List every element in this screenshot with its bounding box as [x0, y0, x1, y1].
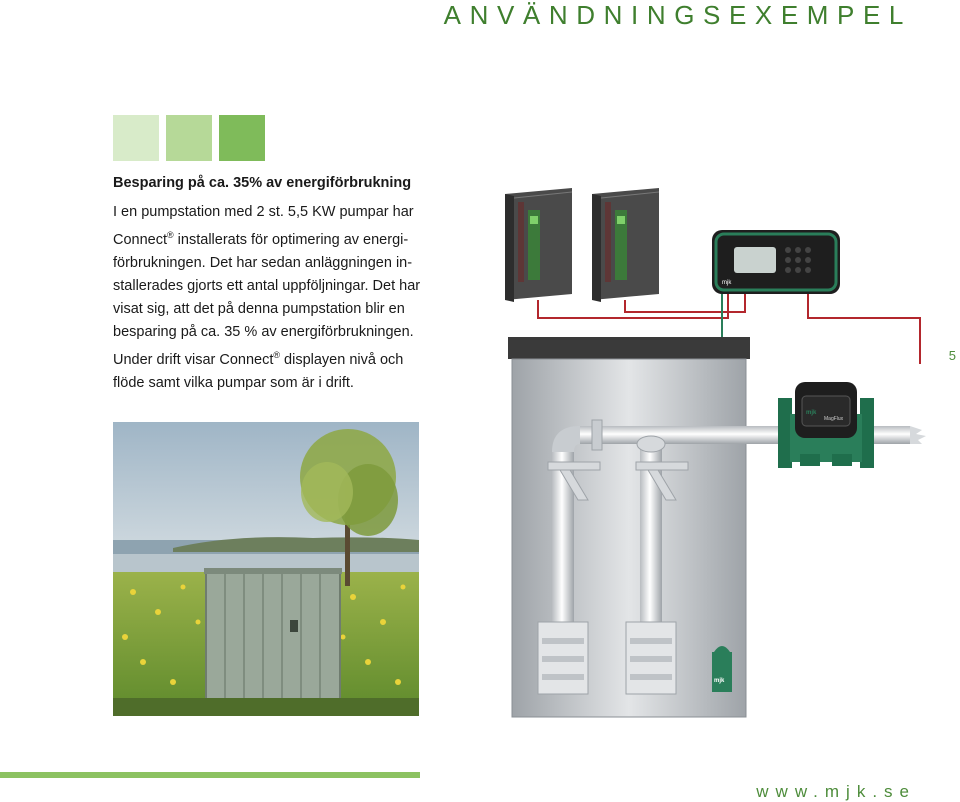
- level-sensor: [712, 646, 732, 692]
- pump-station-photo: [113, 422, 419, 716]
- case-heading: Besparing på ca. 35% av energiförbrukning: [113, 175, 412, 191]
- tank-lid: [508, 337, 750, 359]
- case-description: [113, 201, 423, 395]
- paragraph-2: [113, 344, 423, 395]
- installation-diagram: [490, 182, 960, 722]
- registered-mark: ®: [167, 230, 174, 240]
- color-swatch-dark: [219, 115, 265, 161]
- color-swatch-medium: [166, 115, 212, 161]
- color-swatch-light: [113, 115, 159, 161]
- footer-bar: [0, 772, 420, 778]
- meter-model-label: MagFlux: [824, 416, 844, 422]
- paragraph-1-end: installerats för optimering av energi-förbrukningen. Det har sedan anläggningen in-stallerades gjorts ett antal uppföljningar. Det har visat sig, att det på denna pumpstation blir en besparing på ca. 35 % av energiförbrukningen.: [113, 231, 421, 340]
- pump-station-photo-illustration: [113, 422, 419, 716]
- website-link[interactable]: www.mjk.se: [756, 782, 916, 801]
- frequency-converter-2: [592, 188, 659, 302]
- paragraph-1-start: I en pumpstation med 2 st. 5,5 KW pumpar har Connect: [113, 204, 414, 248]
- installation-diagram-illustration: [490, 182, 960, 722]
- paragraph-2-start: Under drift visar Connect: [113, 351, 274, 368]
- meter-brand-label: mjk: [806, 410, 817, 416]
- paragraph-2-end: displayen nivå och flöde samt vilka pumpar som är i drift.: [113, 351, 404, 391]
- paragraph-1: [113, 201, 423, 344]
- connect-display-unit: [712, 230, 840, 294]
- frequency-converter-1: [505, 188, 572, 302]
- sensor-brand-label: mjk: [714, 678, 725, 684]
- page-number: 5: [948, 348, 956, 363]
- section-title: ANVÄNDNINGSEXEMPEL: [443, 0, 912, 30]
- registered-mark-2: ®: [273, 349, 281, 360]
- magflux-flow-meter: [778, 382, 874, 468]
- display-brand-label: mjk: [722, 280, 732, 286]
